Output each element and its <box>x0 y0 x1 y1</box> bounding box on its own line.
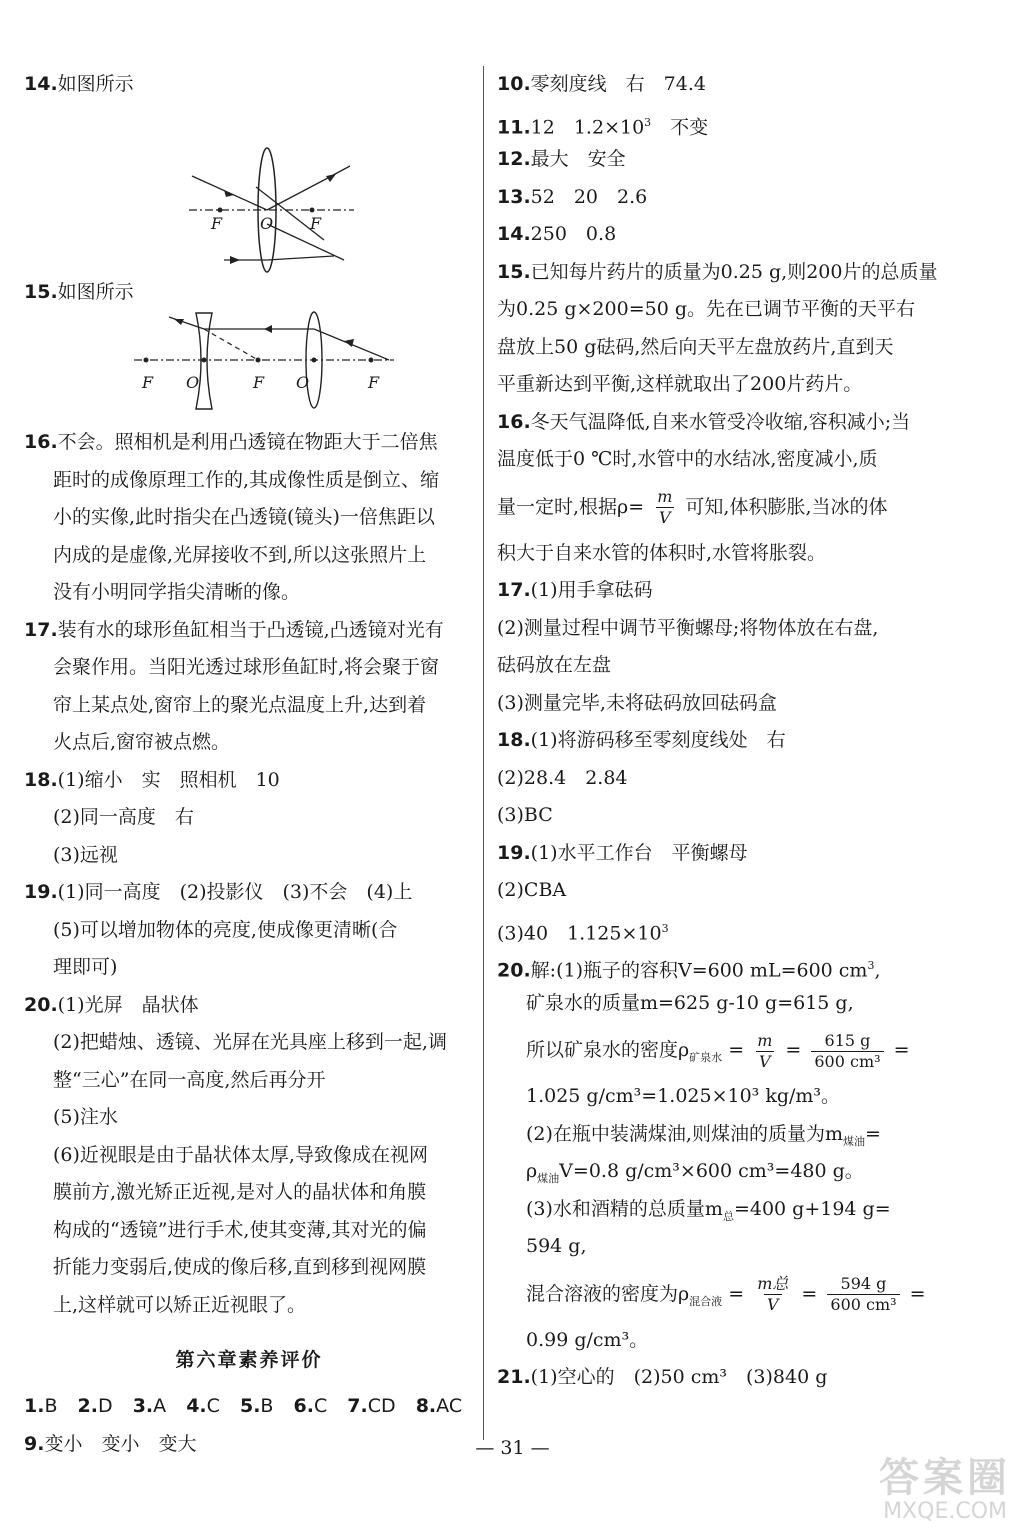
q19-right-line3: (3)40 $1.125\times 10^3$ <box>497 921 669 944</box>
watermark-url: MXQE.COM <box>883 1499 1007 1524</box>
q16-right-line3: 量一定时,根据ρ= $\frac{m}{V}$ 可知,体积膨胀,当冰的体 <box>497 487 888 527</box>
q20-right-line1: 20.解:(1)瓶子的容积V=600 mL=600 $cm^3$, <box>497 959 881 982</box>
q13-right: 13.52 20 2.6 <box>497 185 648 208</box>
q19-left-line2: (5)可以增加物体的亮度,使成像更清晰(合 <box>53 918 398 941</box>
q15-right-line4: 平重新达到平衡,这样就取出了200片药片。 <box>497 373 863 395</box>
q15-right-line1: 15.已知每片药片的质量为0.25 g,则200片的总质量 <box>497 260 938 283</box>
q19-right-line2: (2)CBA <box>497 879 567 901</box>
q12-right: 12.最大 安全 <box>497 148 626 170</box>
convex-lens-svg <box>24 104 474 274</box>
label-f3: F <box>368 373 380 392</box>
q17-left-line4: 火点后,窗帘被点燃。 <box>53 731 231 753</box>
q16-right-line4: 积大于自来水管的体积时,水管将胀裂。 <box>497 541 827 564</box>
column-divider <box>483 66 484 1440</box>
label-f2: F <box>253 373 265 392</box>
concave-convex-svg <box>24 311 474 424</box>
q14-right: 14.250 0.8 <box>497 223 617 245</box>
q21-right: 21.(1)空心的 (2)50 cm³ (3)840 g <box>497 1366 828 1388</box>
q17-left-line1: 17.装有水的球形鱼缸相当于凸透镜,凸透镜对光有 <box>24 618 444 641</box>
q20-right-line9: 混合溶液的密度为$\rho_{混合液}$ = $\frac{\text{m总}}{V}$ = $\frac{594 g}{\text{600 cm³}}$ = <box>526 1274 926 1314</box>
q17-right-line1: 17.(1)用手拿砝码 <box>497 579 653 601</box>
q18-left-line2: (2)同一高度 右 <box>53 806 194 828</box>
q20-right-line2: 矿泉水的质量m=625 g-10 g=615 g, <box>526 991 854 1014</box>
watermark-logo <box>841 1446 1011 1526</box>
q20-right-line3: 所以矿泉水的密度$\rho_{矿泉水}$ = $\frac{m}{V}$ = $\frac{615 g}{\text{600 cm³}}$ = <box>526 1030 910 1071</box>
label-o1: O <box>186 373 200 392</box>
label-o: O <box>260 213 274 233</box>
label-f1: F <box>142 373 154 392</box>
q16-left-line1: 16.不会。照相机是利用凸透镜在物距大于二倍焦 <box>24 431 438 453</box>
q18-right-line3: (3)BC <box>497 804 553 826</box>
q15-right-line3: 盘放上50 g砝码,然后向天平左盘放药片,直到天 <box>497 335 894 358</box>
q20-left-line6: 膜前方,激光矫正近视,是对人的晶状体和角膜 <box>53 1181 427 1203</box>
q19-left-line3: 理即可) <box>53 956 118 978</box>
mix-density-fraction-symbolic: $\frac{\text{m总}}{V}$ <box>757 1274 789 1314</box>
convex-lens-diagram <box>24 104 474 274</box>
label-f-right: F <box>310 213 322 233</box>
q10-right: 10.零刻度线 右 74.4 <box>497 73 706 95</box>
q15-left: 15.如图所示 <box>24 280 134 303</box>
q19-right-line1: 19.(1)水平工作台 平衡螺母 <box>497 841 748 864</box>
q17-left-line3: 帘上某点处,窗帘上的聚光点温度上升,达到着 <box>53 693 427 716</box>
q15-right-line2: 为0.25 g×200=50 g。先在已调节平衡的天平右 <box>497 298 915 320</box>
left-column <box>24 66 474 1463</box>
q18-right-line2: (2)28.4 2.84 <box>497 766 628 789</box>
q20-left-line1: 20.(1)光屏 晶状体 <box>24 993 199 1016</box>
q19-left-line1: 19.(1)同一高度 (2)投影仪 (3)不会 (4)上 <box>24 881 413 903</box>
q16-left-line4: 内成的是虚像,光屏接收不到,所以这张照片上 <box>53 543 427 566</box>
q16-left-line3: 小的实像,此时指尖在凸透镜(镜头)一倍焦距以 <box>53 506 435 528</box>
label-f-left: F <box>211 213 223 233</box>
q16-right-line2: 温度低于0 ℃时,水管中的水结冰,密度减小,质 <box>497 448 878 470</box>
mc-answers: 1.B 2.D 3.A 4.C 5.B 6.C 7.CD 8.AC <box>24 1395 463 1417</box>
q18-left-line3: (3)远视 <box>53 843 118 866</box>
q9-left: 9.变小 变小 变大 <box>24 1432 197 1455</box>
q20-right-line5: (2)在瓶中装满煤油,则煤油的质量为$m_{煤油}=$ <box>526 1122 881 1148</box>
q20-left-line2: (2)把蜡烛、透镜、光屏在光具座上移到一起,调 <box>53 1031 447 1053</box>
q20-left-line3: 整“三心”在同一高度,然后再分开 <box>53 1068 326 1091</box>
q17-right-line3: 砝码放在左盘 <box>497 654 612 676</box>
rho-formula-fraction: $\frac{m}{V}$ <box>657 487 673 527</box>
q17-right-line2: (2)测量过程中调节平衡螺母;将物体放在右盘, <box>497 616 879 639</box>
label-o2: O <box>296 373 310 392</box>
q20-left-line7: 构成的“透镜”进行手术,使其变薄,其对光的偏 <box>53 1218 427 1241</box>
q17-right-line4: (3)测量完毕,未将砝码放回砝码盒 <box>497 691 777 714</box>
q16-left-line5: 没有小明同学指尖清晰的像。 <box>53 581 301 603</box>
page-number: — 31 — <box>475 1437 550 1459</box>
concave-convex-diagram <box>24 311 474 424</box>
section-title: 第六章素养评价 <box>175 1349 323 1371</box>
watermark-text: 答案圈 <box>879 1455 1011 1501</box>
q20-right-line6: $\rho_{煤油}V=0.8$ g/cm³×600 cm³=480 g。 <box>526 1160 864 1185</box>
q16-left-line2: 距时的成像原理工作的,其成像性质是倒立、缩 <box>53 468 440 491</box>
q20-left-line4: (5)注水 <box>53 1106 118 1128</box>
density-fraction-numeric: $\frac{615 g}{\text{600 cm³}}$ <box>811 1031 883 1072</box>
mix-density-fraction-numeric: $\frac{594 g}{\text{600 cm³}}$ <box>827 1274 899 1315</box>
q20-right-line4: 1.025 g/cm³=1.025×10³ kg/m³。 <box>526 1085 841 1107</box>
q20-left-line9: 上,这样就可以矫正近视眼了。 <box>53 1293 307 1316</box>
q20-left-line8: 折能力变弱后,使成的像后移,直到移到视网膜 <box>53 1256 427 1278</box>
q17-left-line2: 会聚作用。当阳光透过球形鱼缸时,将会聚于窗 <box>53 656 440 678</box>
q14-left: 14.如图所示 <box>24 73 134 95</box>
density-fraction-symbolic: $\frac{m}{V}$ <box>757 1030 773 1071</box>
q11-right: 11.12 $1.2\times 10^3$ 不变 <box>497 115 709 138</box>
q20-right-line10: 0.99 g/cm³。 <box>526 1328 649 1351</box>
q20-left-line5: (6)近视眼是由于晶状体太厚,导致像成在视网 <box>53 1143 428 1166</box>
q18-right-line1: 18.(1)将游码移至零刻度线处 右 <box>497 729 786 751</box>
q20-right-line8: 594 g, <box>526 1235 587 1257</box>
q20-right-line7: (3)水和酒精的总质量$m_总=400$ g+194 g= <box>526 1197 891 1223</box>
right-column <box>497 66 957 1397</box>
q16-right-line1: 16.冬天气温降低,自来水管受冷收缩,容积减小;当 <box>497 410 911 433</box>
q18-left-line1: 18.(1)缩小 实 照相机 10 <box>24 768 280 791</box>
